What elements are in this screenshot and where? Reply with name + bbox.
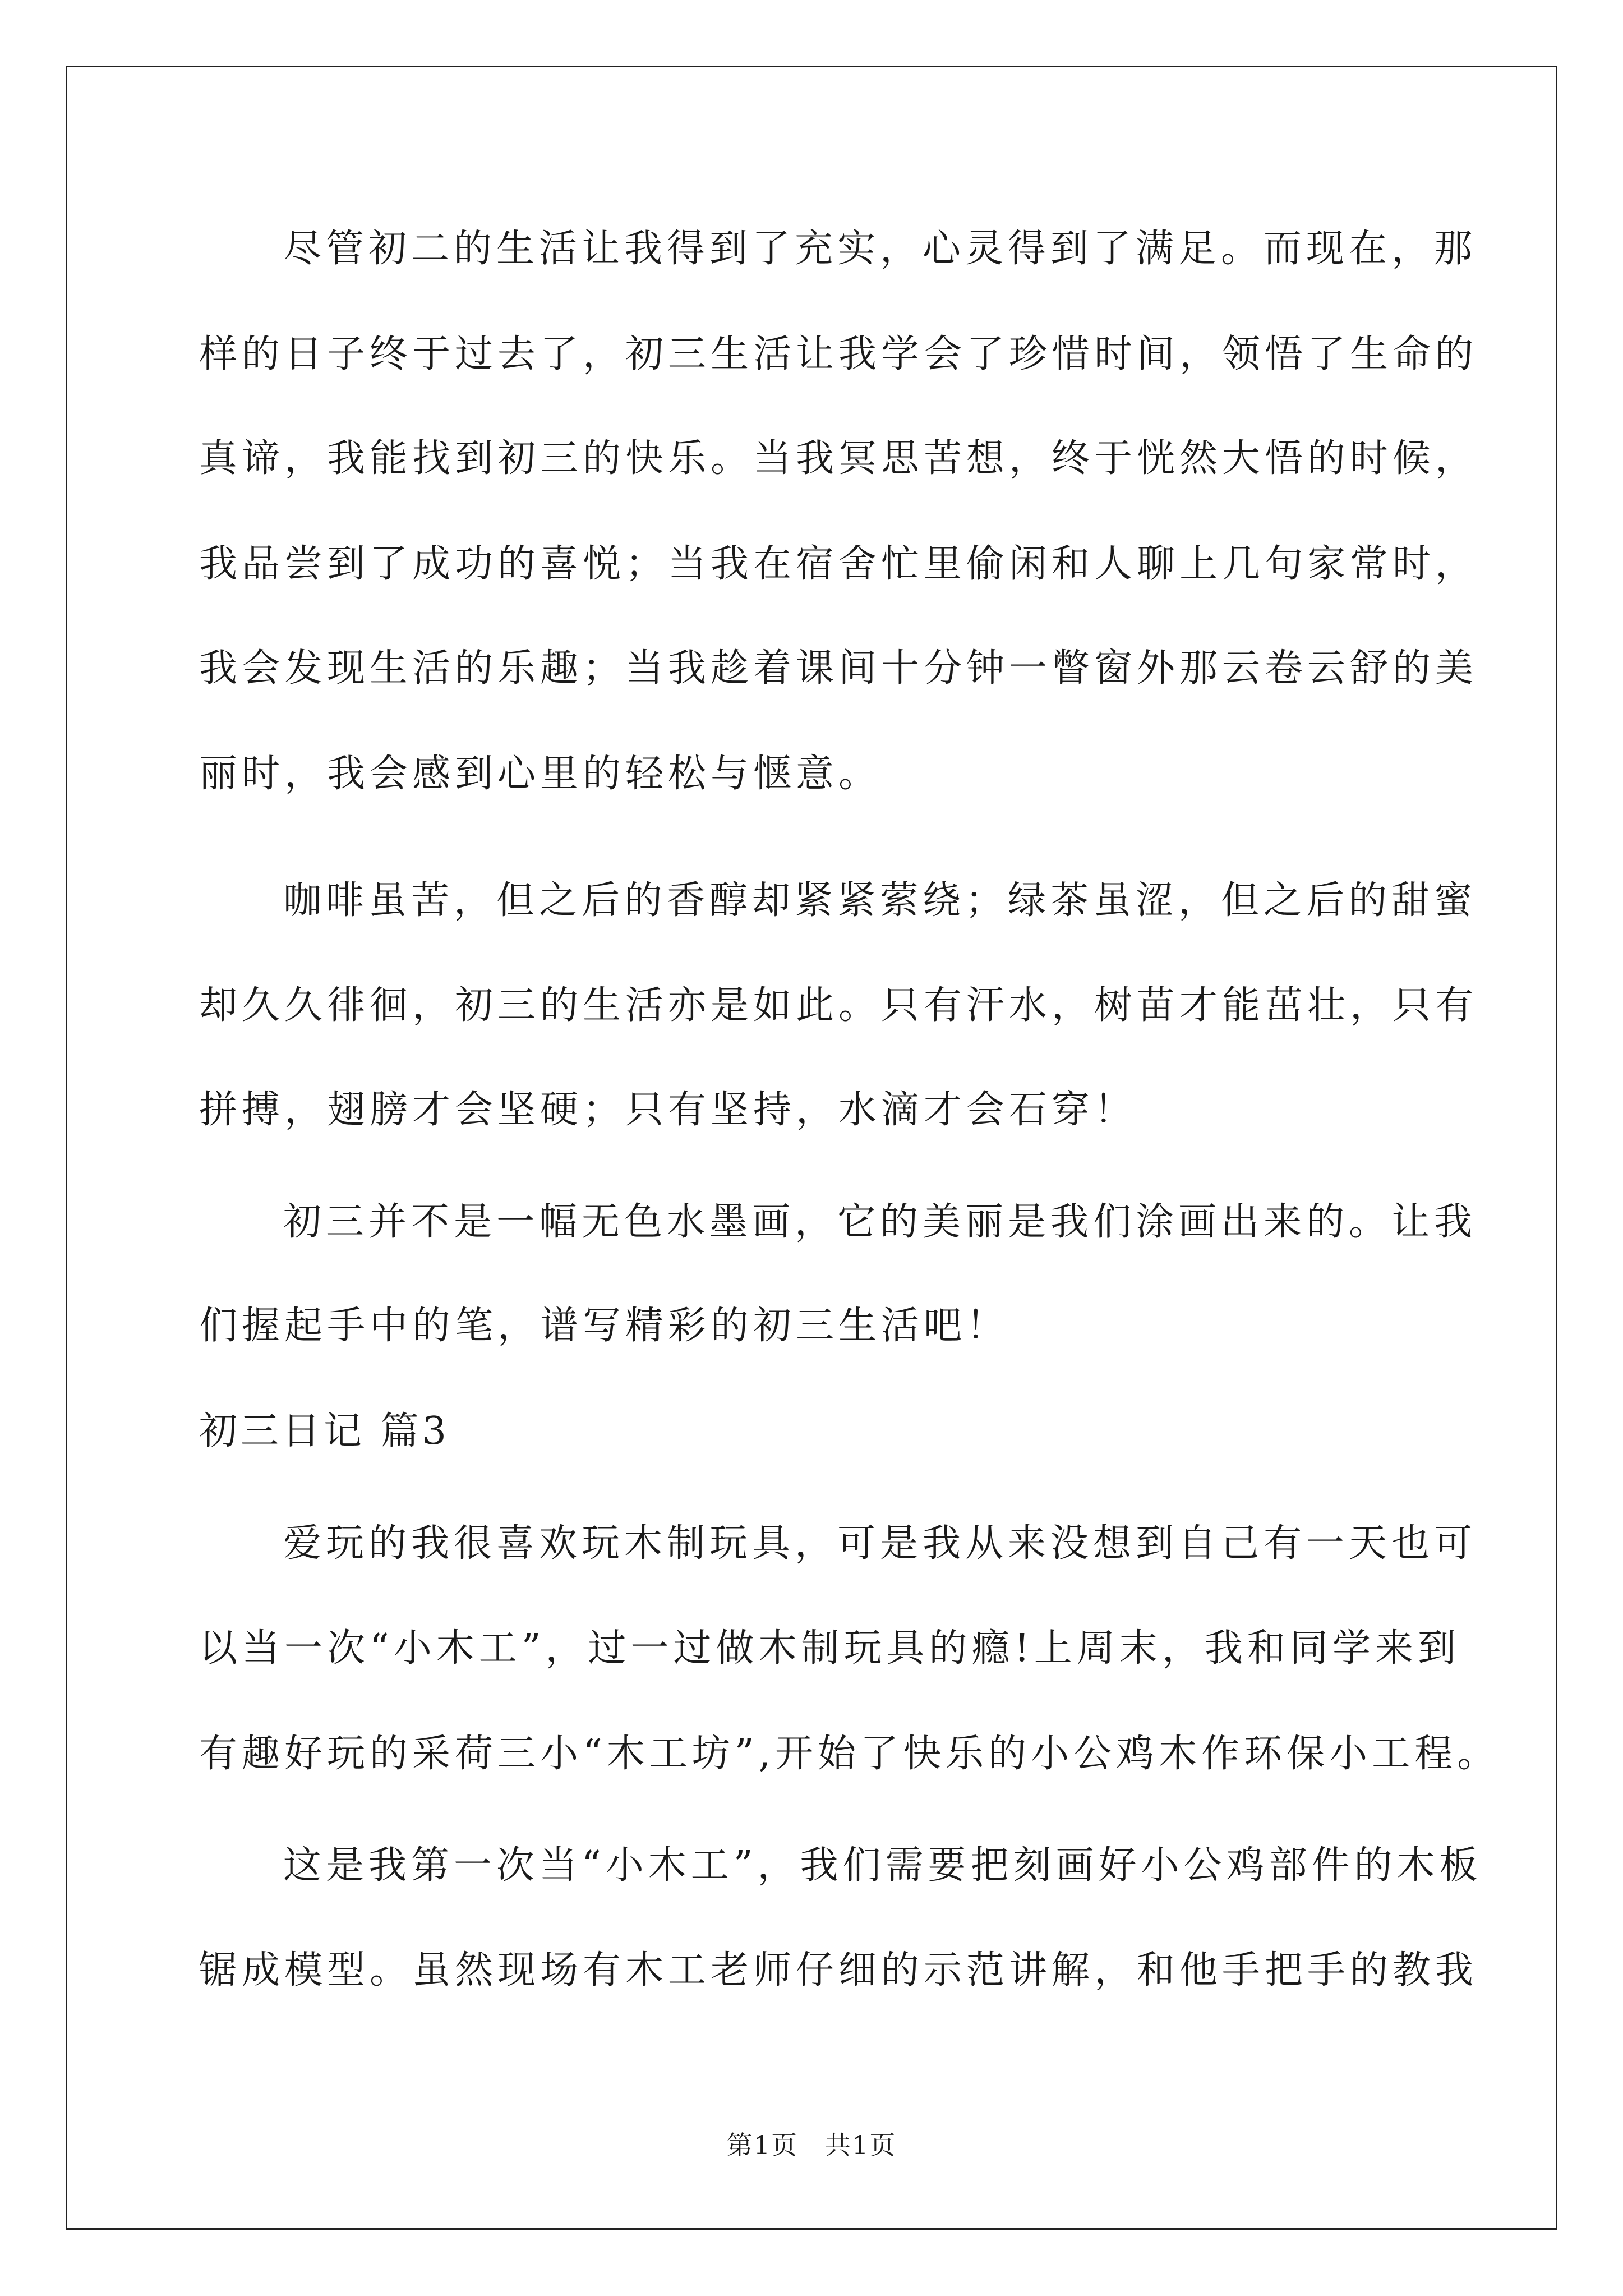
- paragraph-1-line-6: 丽时，我会感到心里的轻松与惬意。: [199, 752, 882, 796]
- paragraph-5-line-2: 锯成模型。虽然现场有木工老师仔细的示范讲解，和他手把手的教我: [199, 1948, 1478, 1993]
- paragraph-2-line-3: 拼搏，翅膀才会坚硬；只有坚持，水滴才会石穿！: [199, 1088, 1137, 1132]
- paragraph-1-line-3: 真谛，我能找到初三的快乐。当我冥思苦想，终于恍然大悟的时候，: [199, 436, 1478, 481]
- paragraph-3-line-2: 们握起手中的笔，谱写精彩的初三生活吧！: [199, 1304, 1009, 1348]
- paragraph-2-line-1: 咖啡虽苦，但之后的香醇却紧紧萦绕；绿茶虽涩，但之后的甜蜜: [283, 878, 1477, 923]
- paragraph-1-line-4: 我品尝到了成功的喜悦；当我在宿舍忙里偷闲和人聊上几句家常时，: [199, 542, 1478, 586]
- paragraph-1-line-2: 样的日子终于过去了，初三生活让我学会了珍惜时间，领悟了生命的: [199, 332, 1478, 376]
- paragraph-5-line-1: 这是我第一次当“小木工”，我们需要把刻画好小公鸡部件的木板: [283, 1843, 1482, 1888]
- paragraph-4-line-3: 有趣好玩的采荷三小“木工坊”,开始了快乐的小公鸡木作环保小工程。: [199, 1732, 1500, 1776]
- paragraph-1-line-1: 尽管初二的生活让我得到了充实，心灵得到了满足。而现在，那: [283, 227, 1477, 271]
- paragraph-1-line-5: 我会发现生活的乐趣；当我趁着课间十分钟一瞥窗外那云卷云舒的美: [199, 646, 1478, 691]
- paragraph-4-line-1: 爱玩的我很喜欢玩木制玩具，可是我从来没想到自己有一天也可: [283, 1521, 1477, 1566]
- paragraph-3-line-1: 初三并不是一幅无色水墨画，它的美丽是我们涂画出来的。让我: [283, 1200, 1477, 1244]
- page-number-footer: 第1页 共1页: [726, 2130, 897, 2160]
- paragraph-2-line-2: 却久久徘徊，初三的生活亦是如此。只有汗水，树苗才能茁壮，只有: [199, 983, 1478, 1028]
- page-border: [66, 66, 1557, 2230]
- section-heading: 初三日记 篇3: [199, 1409, 450, 1453]
- paragraph-4-line-2: 以当一次“小木工”，过一过做木制玩具的瘾!上周末，我和同学来到: [199, 1626, 1460, 1671]
